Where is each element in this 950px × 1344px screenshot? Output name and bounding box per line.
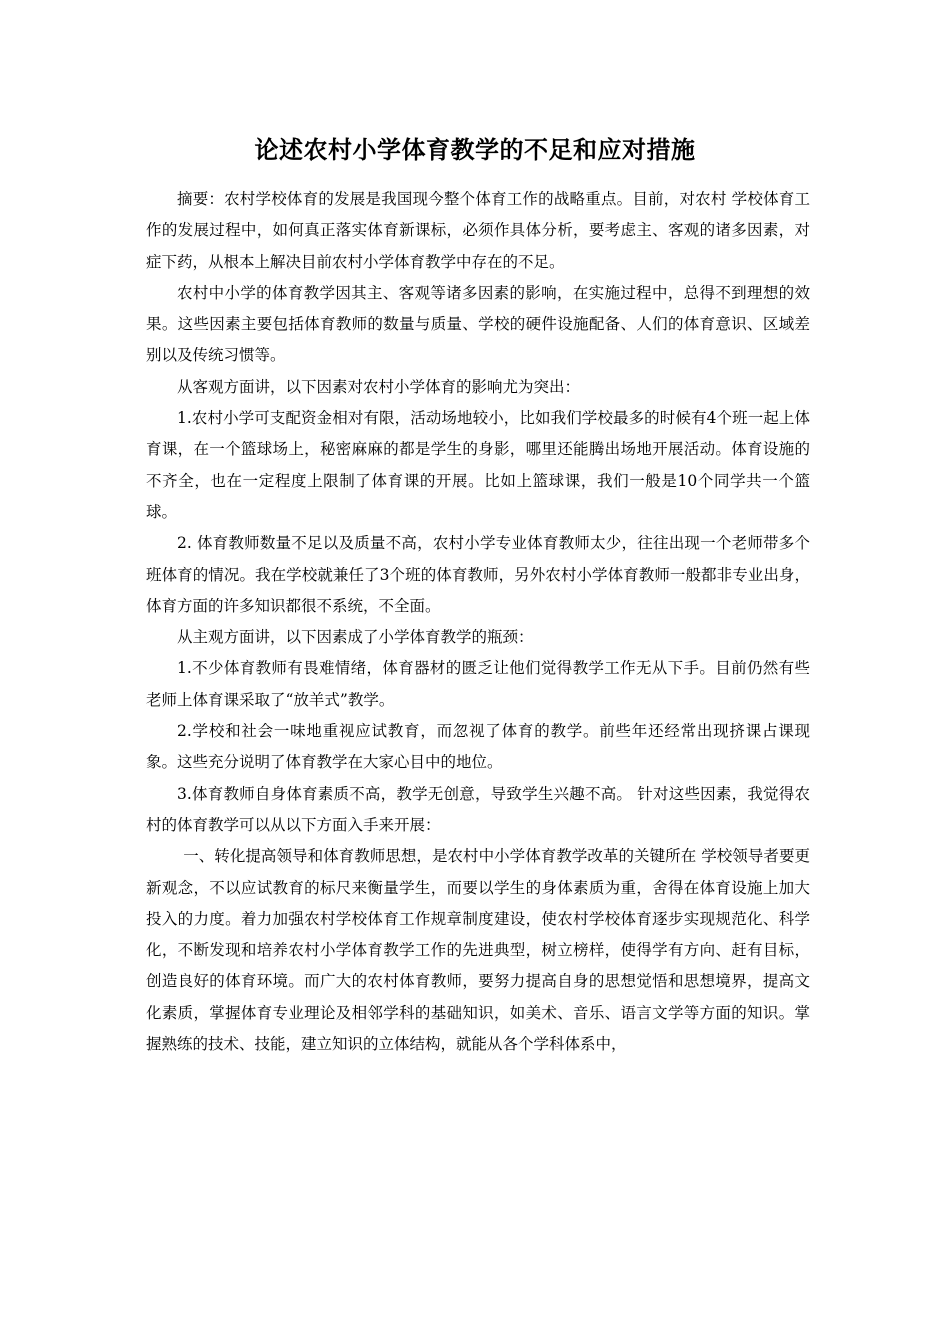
document-title: 论述农村小学体育教学的不足和应对措施 <box>254 135 696 164</box>
document-body <box>146 184 810 1060</box>
paragraph-subjective-3: 3.体育教师自身体育素质不高，教学无创意，导致学生兴趣不高。 针对这些因素，我觉得农村的体育教学可以从以下方面入手来开展： <box>146 784 810 834</box>
paragraph-subjective-2: 2.学校和社会一味地重视应试教育，而忽视了体育的教学。前些年还经常出现挤课占课现象。这些充分说明了体育教学在大家心目中的地位。 <box>146 722 810 772</box>
paragraph-subjective-heading: 从主观方面讲，以下因素成了小学体育教学的瓶颈： <box>177 628 534 647</box>
paragraph-abstract: 摘要：农村学校体育的发展是我国现今整个体育工作的战略重点。目前，对农村 学校体育工作的发展过程中，如何真正落实体育新课标，必须作具体分析，要考虑主、客观的诸多因素，对症下药，从根本上解决目前农村小学体育教学中存在的不足。 <box>146 190 810 271</box>
paragraph-objective-heading: 从客观方面讲，以下因素对农村小学体育的影响尤为突出： <box>177 377 581 396</box>
paragraph-objective-2: 2. 体育教师数量不足以及质量不高，农村小学专业体育教师太少，往往出现一个老师带多个班体育的情况。我在学校就兼任了3个班的体育教师，另外农村小学体育教师一般都非专业出身，体育方面的许多知识都很不系统，不全面。 <box>146 534 810 615</box>
paragraph-intro: 农村中小学的体育教学因其主、客观等诸多因素的影响，在实施过程中，总得不到理想的效果。这些因素主要包括体育教师的数量与质量、学校的硬件设施配备、人们的体育意识、区域差别以及传统习惯等。 <box>146 283 810 365</box>
paragraph-objective-1: 1.农村小学可支配资金相对有限，活动场地较小，比如我们学校最多的时候有4个班一起上体育课，在一个篮球场上，秘密麻麻的都是学生的身影，哪里还能腾出场地开展活动。体育设施的不齐全，也在一定程度上限制了体育课的开展。比如上篮球课，我们一般是10个同学共一个篮球。 <box>146 409 810 521</box>
paragraph-section-1: 一、转化提高领导和体育教师思想，是农村中小学体育教学改革的关键所在 学校领导者要更新观念，不以应试教育的标尺来衡量学生，而要以学生的身体素质为重，舍得在体育设施上加大投入的力度。着力加强农村学校体育工作规章制度建设，使农村学校体育逐步实现规范化、科学化，不断发现和培养农村小学体育教学工作的先进典型，树立榜样，使得学有方向、赶有目标，创造良好的体育环境。而广大的农村体育教师，要努力提高自身的思想觉悟和思想境界，提高文化素质，掌握体育专业理论及相邻学科的基础知识，如美术、音乐、语言文学等方面的知识。掌握熟练的技术、技能，建立知识的立体结构，就能从各个学科体系中， <box>146 847 810 1054</box>
paragraph-subjective-1: 1.不少体育教师有畏难情绪，体育器材的匮乏让他们觉得教学工作无从下手。目前仍然有些老师上体育课采取了“放羊式”教学。 <box>146 659 810 709</box>
